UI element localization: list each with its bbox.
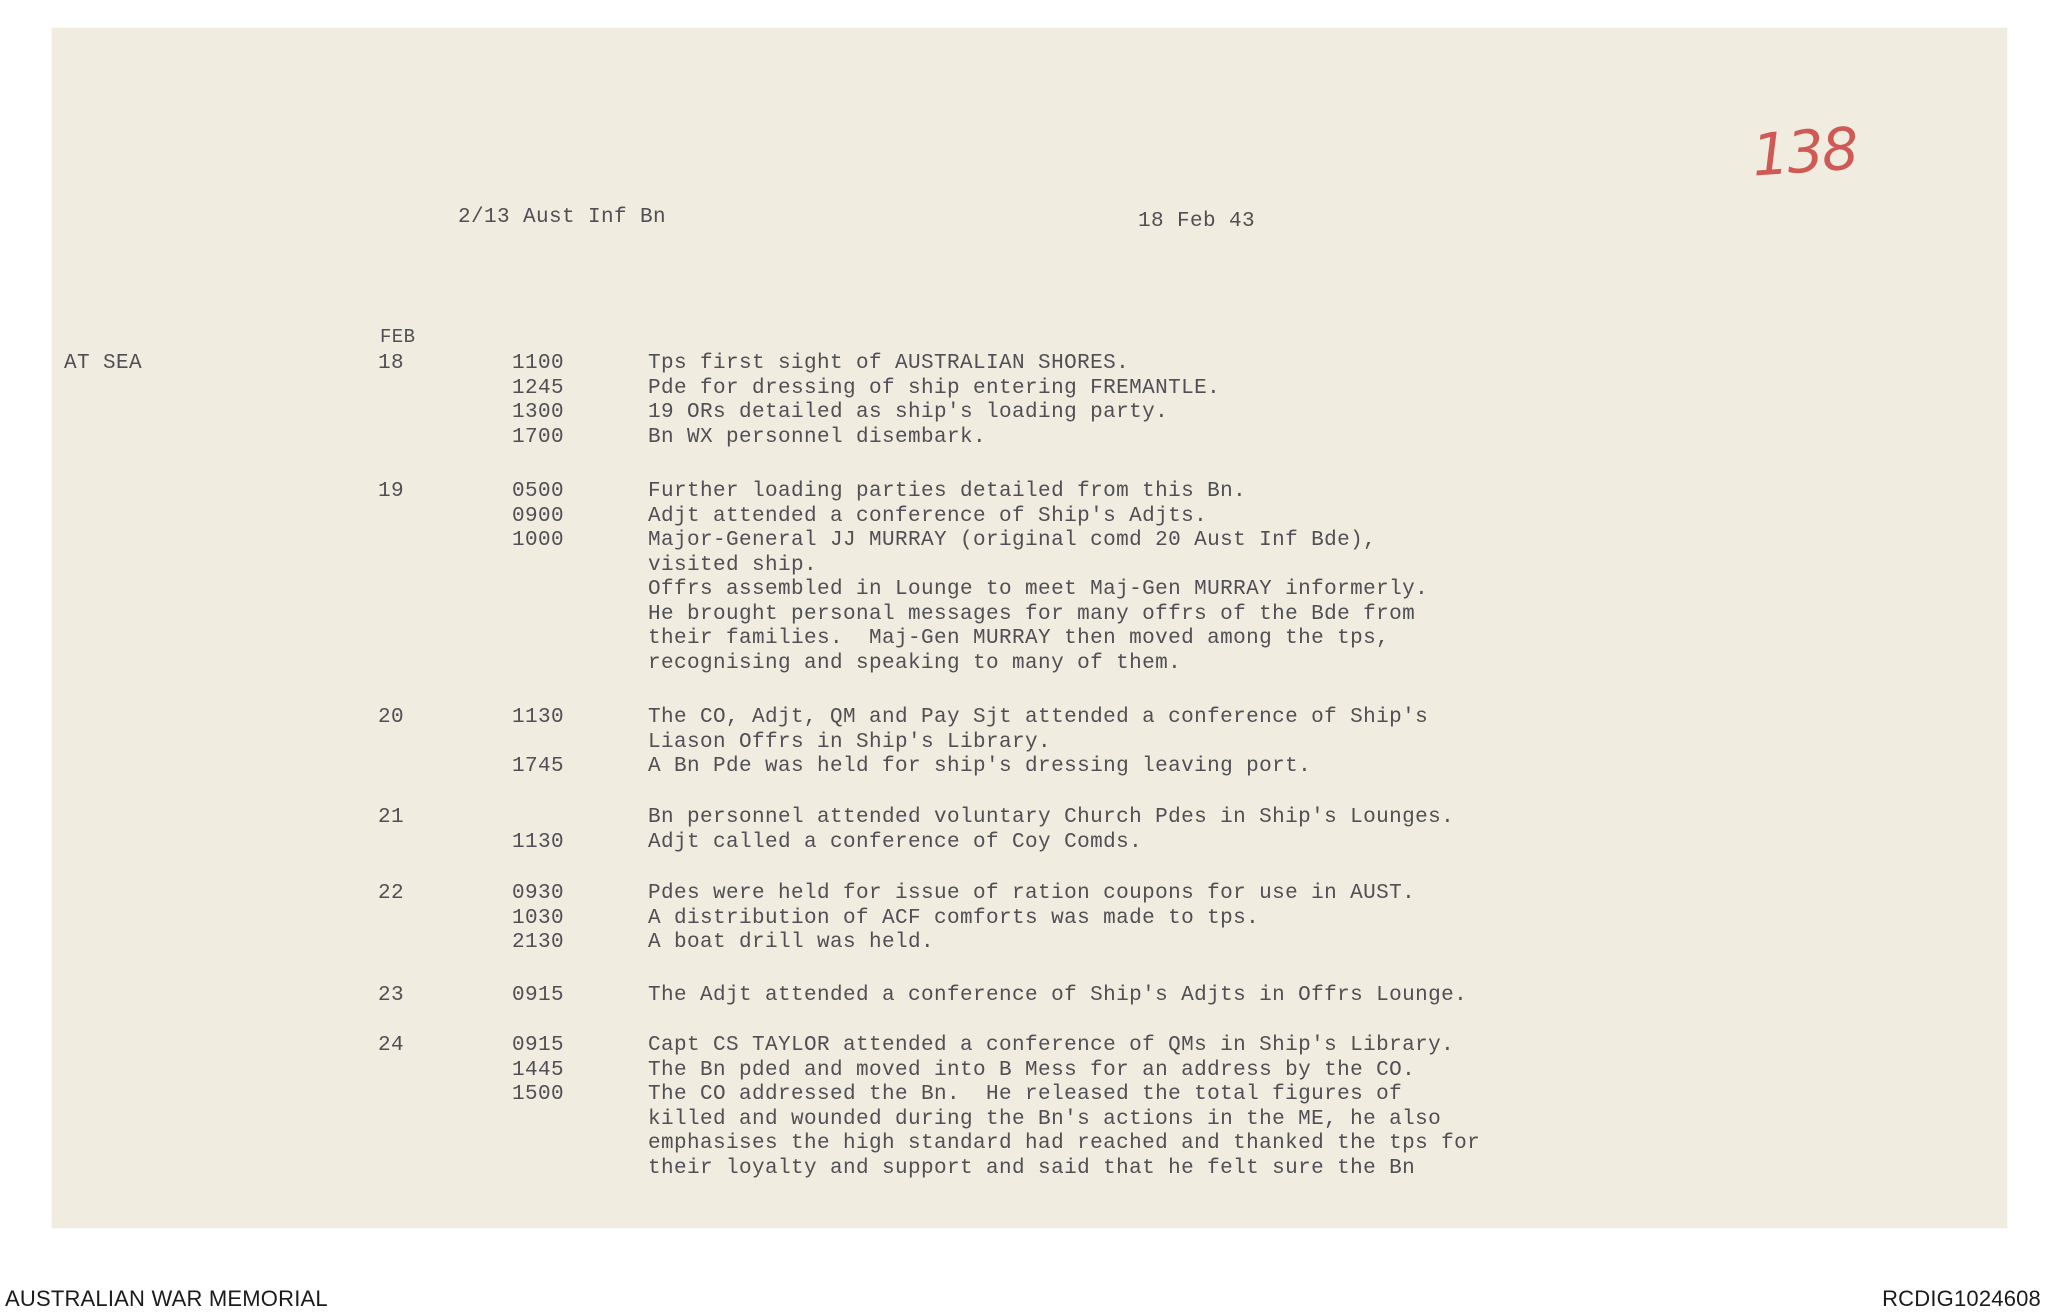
folio-number: 138: [1749, 114, 1859, 190]
entry-text: The CO, Adjt, QM and Pay Sjt attended a conference of Ship's Liason Offrs in Ship's Library. A Bn Pde was held for ship's dressing leaving port.: [648, 706, 1429, 778]
entry-text: Bn personnel attended voluntary Church Pdes in Ship's Lounges. Adjt called a conference of Coy Comds.: [648, 806, 1455, 854]
entry-times: 1100 1245 1300 1700: [512, 352, 565, 449]
entry-times: 0915: [512, 984, 565, 1007]
entry-day: 19: [378, 480, 405, 503]
entry-day: 23: [378, 984, 405, 1007]
entry-text: The Adjt attended a conference of Ship's Adjts in Offrs Lounge.: [648, 984, 1468, 1007]
entry-day: 22: [378, 882, 405, 905]
catalogue-id: RCDIG1024608: [1882, 1286, 2041, 1311]
archive-source-label: AUSTRALIAN WAR MEMORIAL: [5, 1286, 328, 1311]
entry-text: Tps first sight of AUSTRALIAN SHORES. Pde for dressing of ship entering FREMANTLE. 19 ORs detailed as ship's loading party. Bn WX personnel disembark.: [648, 352, 1221, 449]
entry-text: Pdes were held for issue of ration coupons for use in AUST. A distribution of ACF comforts was made to tps. A boat drill was held.: [648, 882, 1416, 954]
entry-times: 0500 0900 1000: [512, 480, 565, 552]
entry-times: 1130 1745: [512, 706, 565, 778]
month-label: FEB: [380, 326, 416, 348]
location-label: AT SEA: [64, 352, 143, 375]
entry-text: Capt CS TAYLOR attended a conference of QMs in Ship's Library. The Bn pded and moved into B Mess for an address by the CO. The CO addressed the Bn. He released the total figures of killed and wounded during the Bn's actions in the ME, he also emphasises the high standard had reached and thanked the tps for their loyalty and support and said that he felt sure the Bn: [648, 1034, 1481, 1180]
entry-day: 21: [378, 806, 405, 829]
entry-day: 18: [378, 352, 405, 375]
entry-times: 0915 1445 1500: [512, 1034, 565, 1106]
entry-day: 20: [378, 706, 405, 729]
entry-times: 1130: [512, 830, 565, 854]
unit-heading: 2/13 Aust Inf Bn: [458, 206, 667, 229]
entry-times: 0930 1030 2130: [512, 882, 565, 954]
entry-text: Further loading parties detailed from this Bn. Adjt attended a conference of Ship's Adjts. Major-General JJ MURRAY (original comd 20 Aust Inf Bde), visited ship. Offrs assembled in Lounge to meet Maj-Gen MURRAY informerly. He brought personal messages for many offrs of the Bde from their families. Maj-Gen MURRAY then moved among the tps, recognising and speaking to many of them.: [648, 480, 1429, 675]
entry-day: 24: [378, 1034, 405, 1057]
heading-date: 18 Feb 43: [1138, 210, 1256, 233]
